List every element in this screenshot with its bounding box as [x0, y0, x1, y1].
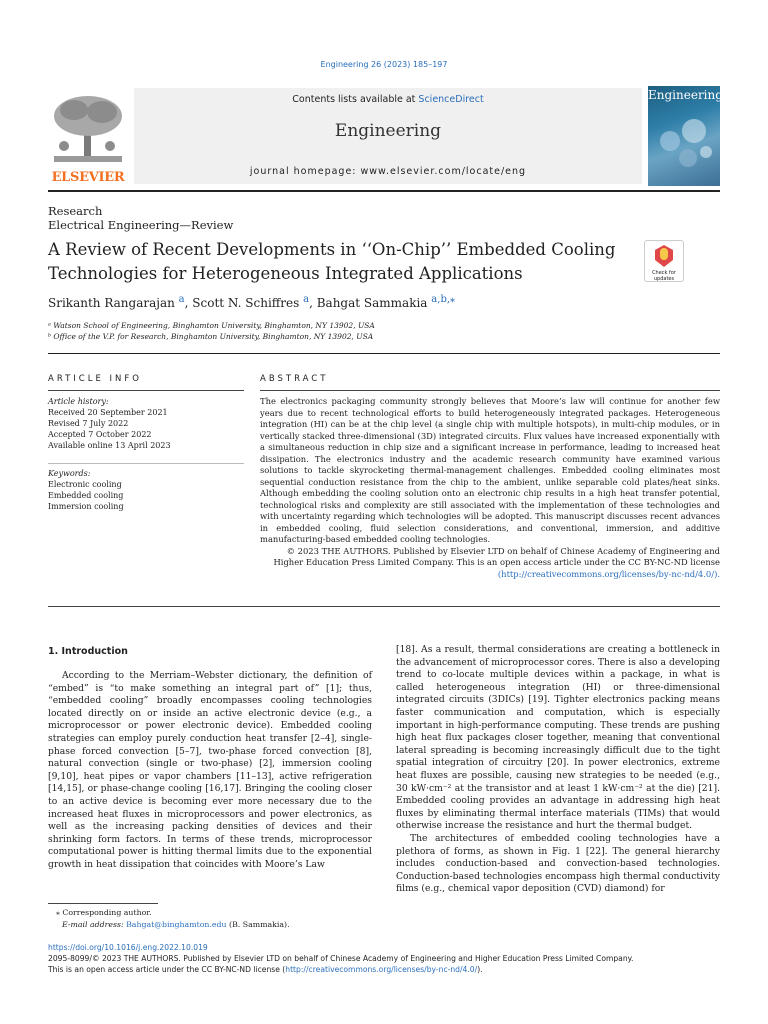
email-suffix: (B. Sammakia). [226, 920, 290, 929]
issn-line: 2095-8099/© 2023 THE AUTHORS. Published by Elsevier LTD on behalf of Chinese Academy of Engineering and Higher Education Press Limited Company. [48, 954, 634, 963]
journal-citation[interactable]: Engineering 26 (2023) 185–197 [320, 60, 448, 69]
journal-cover[interactable] [648, 86, 723, 186]
article-section [48, 204, 233, 232]
keyword: Embedded cooling [48, 491, 124, 500]
keyword: Electronic cooling [48, 480, 122, 489]
elsevier-tree-logo [48, 94, 128, 186]
check-for-updates-button[interactable] [644, 240, 684, 282]
abstract-rule [260, 390, 720, 391]
journal-homepage[interactable]: journal homepage: www.elsevier.com/locate/eng [249, 166, 527, 177]
intro-paragraph: According to the Merriam–Webster dictionary, the definition of “embed” is “to make something an integral part of” [1]; thus, “embedded cooling” broadly encompasses cooling technologies located directly on or inside an active electronic device (e.g., a microprocessor or power electronic device). Embedded cooling strategies can employ purely conduction heat transfer [2–4], single-phase forced convection [5–7], two-phase forced convection [8], natural convection (single or two-phase) [2], immersion cooling [9,10], heat pipes or vapor chambers [11–13], active refrigeration [14,15], or phase-change cooling [16,17]. Bringing the cooling closer to an active device is becoming ever more necessary due to the increased heat fluxes in microprocessors and power electronics, as well as the increasing packing densities of devices and their shrinking form factors. In terms of these trends, microprocessor computational power is hitting thermal limits due to the exponential growth in heat dissipation that coincides with Moore’s Law [48, 670, 372, 870]
crossmark-label: Check for updates [652, 270, 676, 282]
crossmark-icon [654, 244, 674, 268]
author-affil-sup[interactable]: a,b,⁎ [431, 294, 456, 305]
author-affil-sup[interactable]: a [303, 294, 310, 305]
footnote [48, 907, 290, 931]
article-history [48, 396, 244, 451]
abstract-heading: ABSTRACT [260, 374, 329, 384]
affiliation: ᵇ Office of the V.P. for Research, Binghamton University, Binghamton, NY 13902, USA [48, 332, 374, 341]
tree-icon [48, 94, 128, 166]
keywords-rule [48, 463, 244, 464]
intro-paragraph: [18]. As a result, thermal considerations are creating a bottleneck in the advancement of microprocessor cores. There is also a developing trend to co-locate multiple devices within a package, in what is called heterogeneous integration (HI) or three-dimensional integrated circuits (3DICs) [19]. Tighter electronics packing means faster communication and computation, which is especially important in high-performance computing. These trends are pushing high heat flux packages closer together, meaning that conventional lateral spreading is becoming increasingly difficult due to the tight spatial integration of circuitry [20]. In power electronics, extreme heat fluxes are possible, causing new strategies to be needed (e.g., 30 kW·cm⁻² at the transistor and at least 1 kW·cm⁻² at the die) [21]. Embedded cooling provides an advantage in addressing high heat fluxes by eliminating thermal interface materials (TIMs) that would otherwise increase the resistance and hurt the thermal budget. [396, 644, 720, 832]
author-name[interactable]: Bahgat Sammakia [316, 296, 428, 310]
oa-license-link[interactable]: http://creativecommons.org/licenses/by-nc-nd/4.0/ [285, 965, 478, 974]
history-item: Revised 7 July 2022 [48, 419, 129, 428]
keywords-label: Keywords: [48, 469, 91, 478]
history-item: Accepted 7 October 2022 [48, 430, 152, 439]
author-list: Srikanth Rangarajan $^a$, Scott N. Schiffres $^a$, Bahgat Sammakia $^{a,b,⁎}$ [48, 294, 456, 310]
abstract-body: The electronics packaging community strongly believes that Moore’s law will continue for another few years due to recent technological efforts to build heterogeneously integrated packages. Heterogeneous integration (HI) can be at the chip level (a single chip with multiple hotspots), in multi-chip modules, or in vertically stacked three-dimensional (3D) integrated circuits. Flux values have increased exponentially with a simultaneous reduction in chip size and a significant increase in performance, leading to increased heat dissipation. The electronics industry and the academic research community have examined various solutions to tackle skyrocketing thermal-management challenges. Embedded cooling eliminates most sequential conduction resistance from the chip to the ambient, unlike separable cold plates/heat sinks. Although embedding the cooling solution onto an electronic chip results in a high heat transfer potential, technological risks and complexity are still associated with the implementation of these technologies and with uncertainty regarding which technologies will be adopted. This manuscript discusses recent advances in embedded cooling, fluid selection considerations, and conventional, immersion, and additive manufacturing-based embedded cooling technologies. [260, 396, 720, 544]
page-footer [48, 942, 728, 975]
affiliation: ᵃ Watson School of Engineering, Binghamton University, Binghamton, NY 13902, USA [48, 321, 375, 330]
sciencedirect-link[interactable]: ScienceDirect [418, 94, 484, 105]
article-info-heading: ARTICLE INFO [48, 374, 142, 384]
history-item: Available online 13 April 2023 [48, 441, 171, 450]
introduction-heading: 1. Introduction [48, 646, 128, 657]
cover-title: Engineering [648, 88, 723, 102]
keyword: Immersion cooling [48, 502, 124, 511]
journal-title: Engineering [334, 121, 442, 141]
history-item: Received 20 September 2021 [48, 408, 168, 417]
authors-rule [48, 353, 720, 354]
cover-art-icon [648, 86, 723, 186]
left-column [48, 670, 372, 872]
doi-link[interactable]: https://doi.org/10.1016/j.eng.2022.10.019 [48, 943, 208, 952]
contents-prefix: Contents lists available at [292, 94, 419, 105]
author-affil-sup[interactable]: a [178, 294, 185, 305]
elsevier-wordmark: ELSEVIER [51, 170, 125, 185]
author-name[interactable]: Srikanth Rangarajan [48, 296, 175, 310]
abstract-bottom-rule [48, 606, 720, 607]
journal-banner [134, 88, 642, 184]
right-column [396, 644, 720, 896]
intro-paragraph: The architectures of embedded cooling technologies have a plethora of forms, as shown in Fig. 1 [22]. The general hierarchy includes conduction-based and convection-based technologies. Conduction-based technologies encompass high thermal conductivity films (e.g., chemical vapor deposition (CVD) diamond) for [396, 832, 720, 895]
header-rule [48, 190, 720, 192]
article-title: A Review of Recent Developments in ‘‘On-Chip’’ Embedded Cooling Technologies for Heterogeneous Integrated Applications [48, 240, 616, 283]
contents-line [134, 94, 642, 105]
history-label: Article history: [48, 397, 109, 406]
license-link[interactable]: (http://creativecommons.org/licenses/by-nc-nd/4.0/). [497, 568, 720, 579]
email-label: E-mail address: [62, 920, 127, 929]
footnote-rule [48, 903, 158, 904]
affiliations [48, 320, 375, 342]
article-info-rule [48, 390, 244, 391]
abstract-copyright-2: Higher Education Press Limited Company. This is an open access article under the CC BY-NC-ND license [273, 557, 720, 567]
oa-suffix: ). [477, 965, 483, 974]
keywords [48, 468, 244, 512]
email-link[interactable]: Bahgat@binghamton.edu [126, 920, 227, 929]
abstract-copyright-1: © 2023 THE AUTHORS. Published by Elsevier LTD on behalf of Chinese Academy of Engineering and [286, 545, 720, 556]
subsection-name: Electrical Engineering—Review [48, 218, 234, 232]
section-name: Research [48, 204, 103, 218]
corresponding-author-note: ⁎ Corresponding author. [56, 908, 152, 917]
abstract [260, 396, 720, 580]
oa-prefix: This is an open access article under the CC BY-NC-ND license ( [48, 965, 286, 974]
author-name[interactable]: Scott N. Schiffres [192, 296, 300, 310]
masthead [48, 86, 723, 186]
